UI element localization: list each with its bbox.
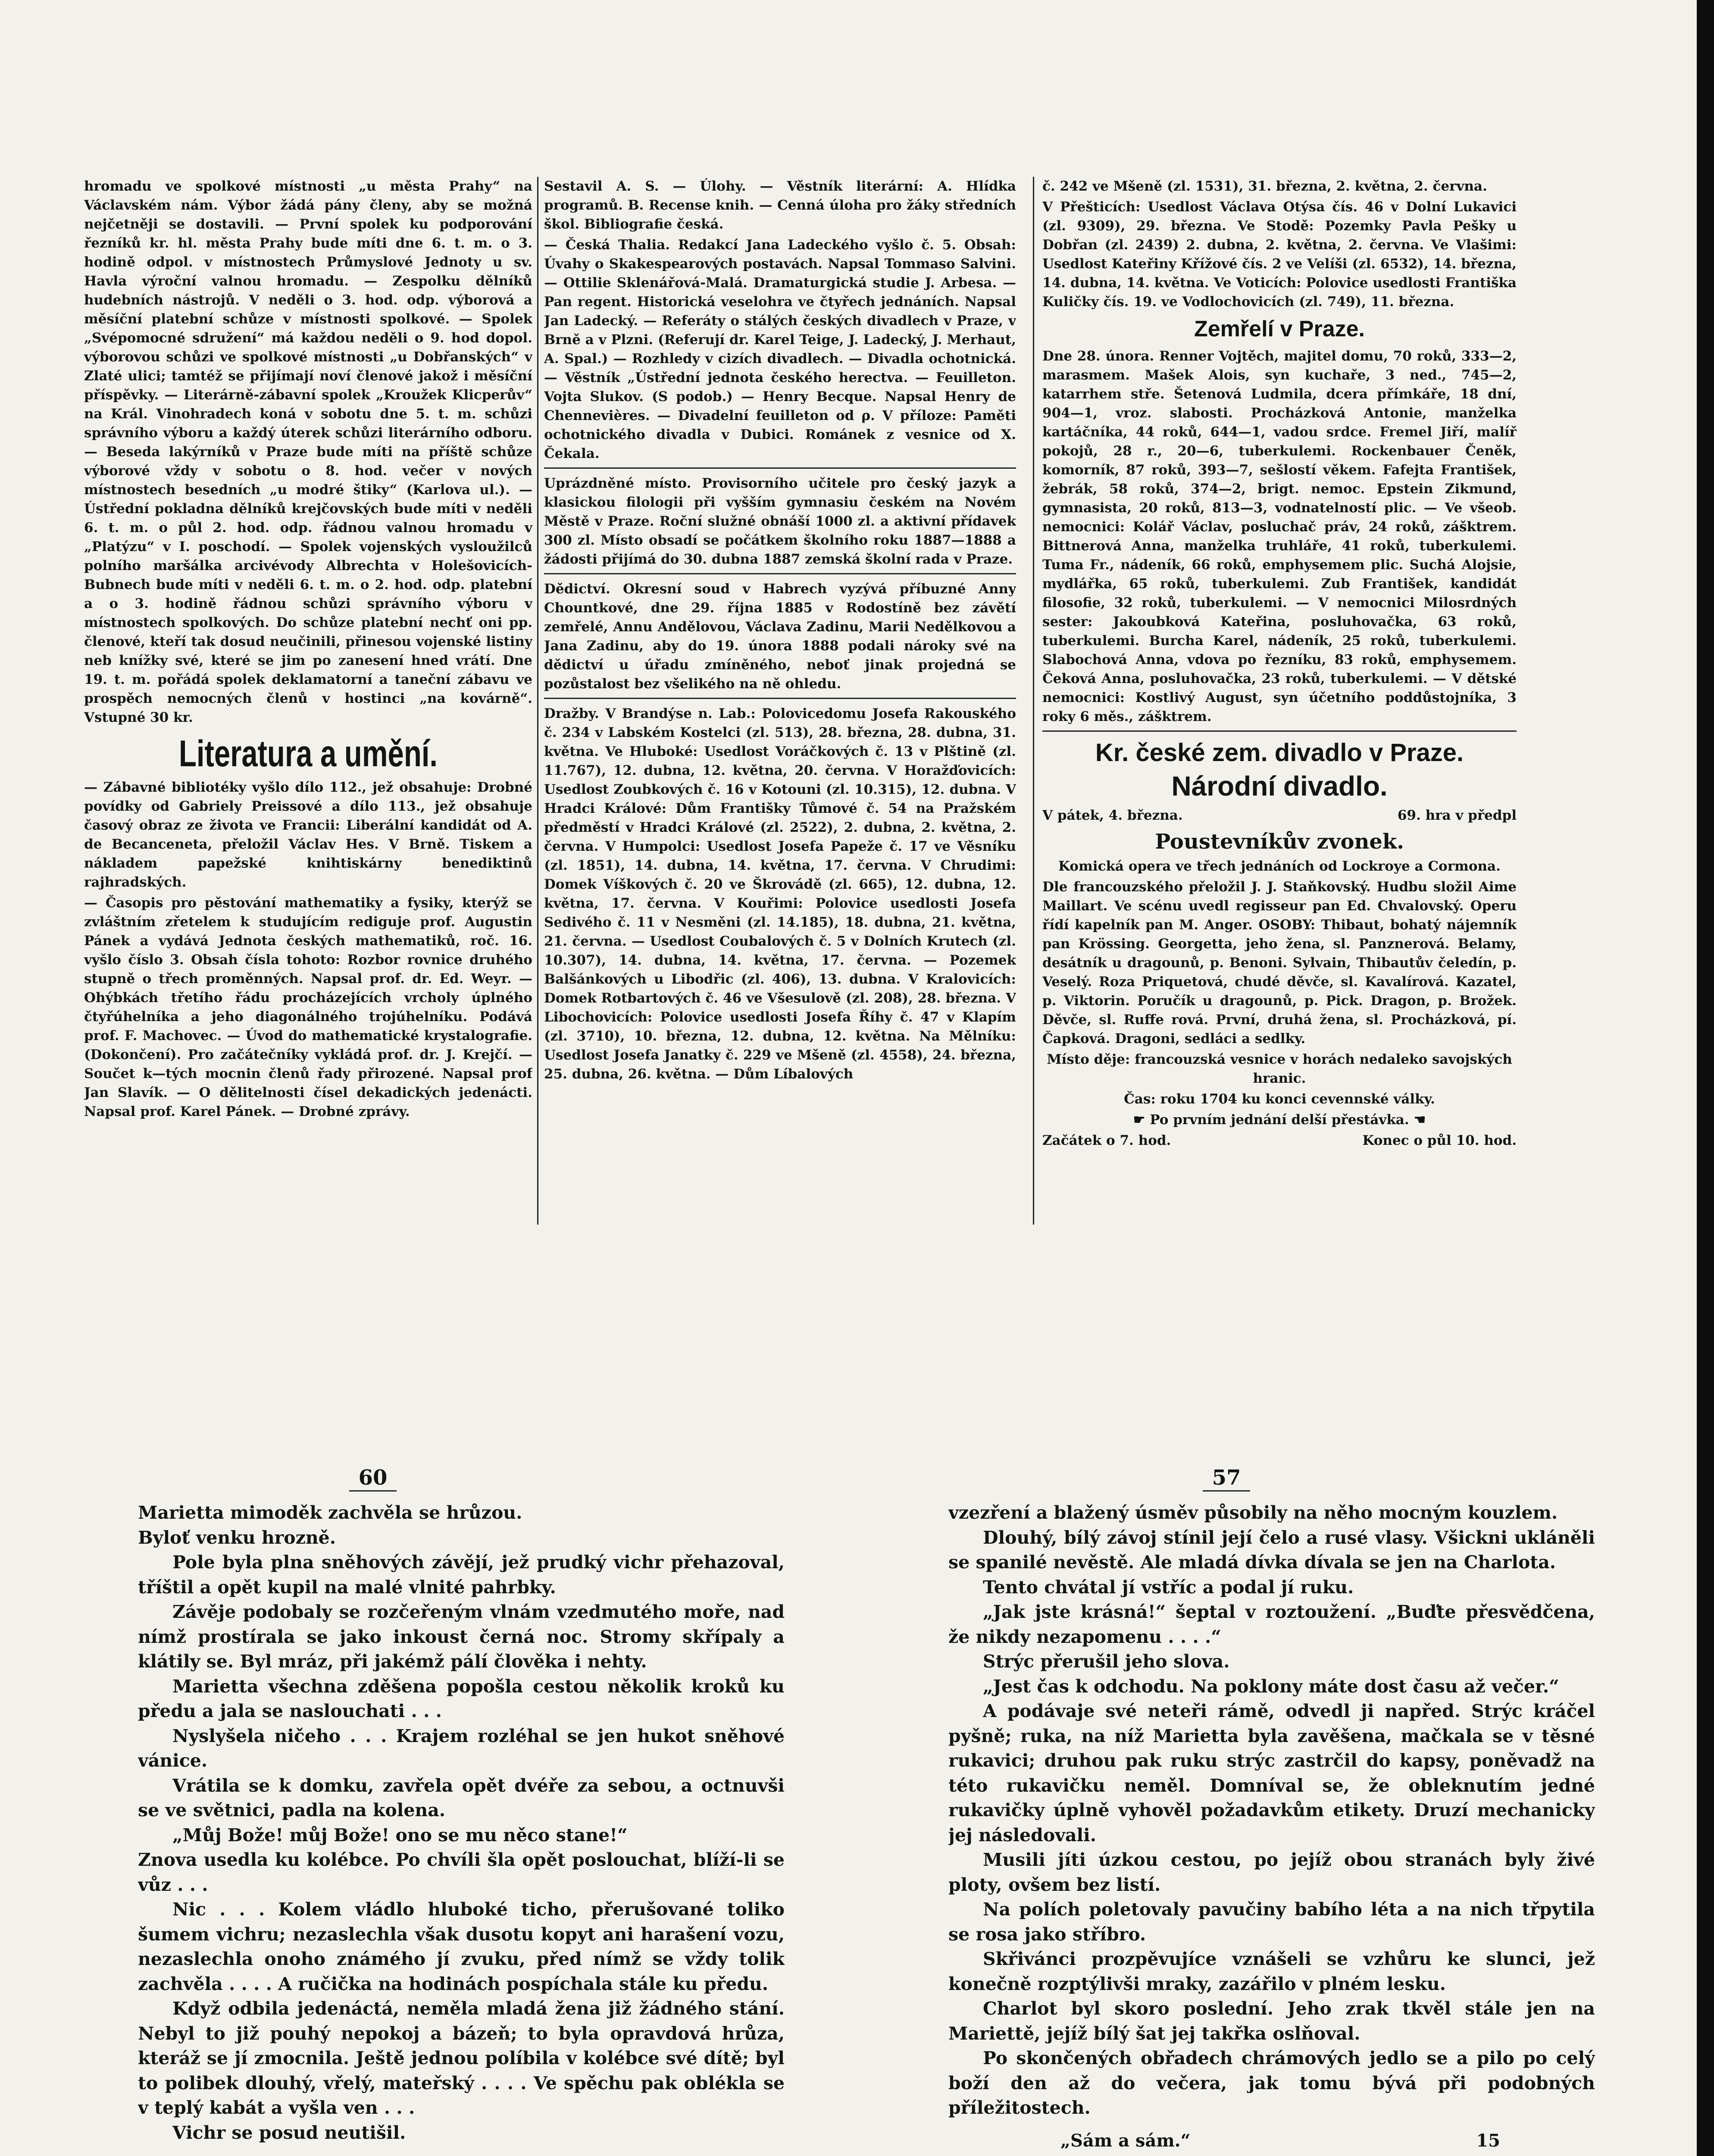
story-paragraph: Znova usedla ku kolébce. Po chvíli šla opět poslouchat, blíží-li se vůz . . .: [138, 1849, 785, 1895]
thalia-contents: — Česká Thalia. Redakcí Jana Ladeckého vyšlo č. 5. Obsah: Úvahy o Skakespearových postavách. Napsal Tommaso Salvini. — Ottilie Sklenářová-Malá. Dramaturgická studie J. Arbesa. — Pan regent. Historická veselohra ve čtyřech jednáních. Napsal Jan Ladecký. — Referáty o stálých českých divadlech v Praze, v Brně a v Plzni. (Referují dr. Karel Teige, J. Ladecký, J. Merhaut, A. Spal.) — Rozhledy v cizích divadlech. — Divadla ochotnická. — Věstník „Ústřední jednota českého herectva. — Feuilleton. Vojta Slukov. (S podob.) — Henry Becque. Napsal Henry de Chennevières. — Divadelní feuilleton od ρ. V příloze: Paměti ochotnického divadla v Dubici. Románek z vesnice od X. Čekala.: [544, 237, 1016, 461]
story-paragraph: Musili jíti úzkou cestou, po jejíž obou stranách byly živé ploty, ovšem bez listí.: [948, 1849, 1595, 1895]
section-rule: [544, 467, 1016, 469]
theatre-title: Kr. české zem. divadlo v Praze.: [1095, 739, 1464, 767]
story-paragraph: Charlot byl skoro poslední. Jeho zrak tkvěl stále jen na Mariettě, jejíž bílý šat jej takřka oslňoval.: [948, 1998, 1595, 2044]
deaths-heading: Zemřelí v Praze.: [1194, 317, 1365, 342]
inheritance-notice: Dědictví. Okresní soud v Habrech vyzývá příbuzné Anny Chountkové, dne 29. října 1885 v Rodostíně bez závětí zemřelé, Annu Andělovou, Václava Zadinu, Marii Nedělkovou a Jana Zadinu, aby do 19. února 1888 podali nároky své na dědictví u úřadu zmíněného, neboť jinak projedná se pozůstalost bez všelikého na ně ohledu.: [544, 581, 1016, 692]
deaths-list: Dne 28. února. Renner Vojtěch, majitel domu, 70 roků, 333—2, marasmem. Mašek Alois, syn kuchaře, 3 ned., 745—2, katarrhem stře. Šetenová Ludmila, dcera přímkáře, 18 dní, 904—1, vroz. slabosti. Procházková Antonie, manželka kartáčníka, 44 roků, 644—1, vadou srdce. Fremel Jiří, malíř pokojů, 28 r., 20—6, tuberkulemi. Rockenbauer Čeněk, komorník, 87 roků, 393—7, sešlostí věkem. Fafejta František, žebrák, 58 roků, 374—2, brigt. nemoc. Epstein Zikmund, gymnasista, 20 roků, 813—3, vodnatelností plic. — Ve všeob. nemocnici: Kolář Václav, posluchač práv, 24 roků, zášktrem. Bittnerová Anna, manželka truhláře, 41 roků, tuberkulemi. Tuma Fr., nádeník, 66 roků, emphysemem plic. Suchá Alojsie, mydlářka, 65 roků, tuberkulemi. Zub František, kandidát filosofie, 32 roků, tuberkulemi. — V nemocnici Milosrdných sester: Jakoubková Kateřina, posluhovačka, 63 roků, tuberkulemi. Burcha Karel, nádeník, 25 roků, tuberkulemi. Slabochová Anna, vdova po řezníku, 83 roků, emphysemem. Čeková Anna, posluhovačka, 23 roků, tuberkulemi. — V dětské nemocnici: Kostlivý August, syn účetního poddůstojníka, 3 roky 6 měs., zášktrem.: [1042, 348, 1517, 724]
story-paragraph: Marietta všechna zděšena popošla cestou několik kroků ku předu a jala se naslouchati . . .: [138, 1676, 785, 1721]
section-rule: [544, 698, 1016, 699]
page-number-right: 57: [1203, 1465, 1250, 1492]
story-page-right: [948, 1501, 1595, 2156]
story-paragraph: Byloť venku hrozně.: [138, 1527, 336, 1548]
story-paragraph: Po skončených obřadech chrámových jedlo se a pilo po celý boží den až do večera, jak tomu bývá při podobných příležitostech.: [948, 2048, 1595, 2118]
story-paragraph: „Můj Bože! můj Bože! ono se mu něco stane!“: [172, 1824, 628, 1846]
newspaper-column-1: [84, 177, 532, 1229]
column-divider: [1033, 177, 1034, 1225]
play-cast: Dle francouzského přeložil J. J. Staňkovský. Hudbu složil Aime Maillart. Ve scénu uvedl regisseur pan Ed. Chvalovský. Operu řídí kapelník pan M. Anger. OSOBY: Thibaut, bohatý nájemník pan Krössing. Georgetta, jeho žena, sl. Panznerová. Belamy, desátník u dragounů, p. Benoni. Sylvain, Thibautův čeledín, p. Veselý. Roza Priquetová, chudé děvče, sl. Kavalírová. Kazatel, p. Viktorin. Poručík u dragounů, p. Pick. Dragon, p. Brožek. Děvče, sl. Ruffe rová. První, druhá žena, sl. Procházková, pí. Čapková. Dragoni, sedláci a sedlky.: [1042, 879, 1517, 1047]
page-edge: [1697, 0, 1714, 2156]
newspaper-column-3: [1042, 177, 1517, 1229]
theatre-subtitle: Národní divadlo.: [1171, 771, 1388, 802]
page-number-left: 60: [349, 1465, 397, 1492]
story-paragraph: Strýc přerušil jeho slova.: [983, 1651, 1230, 1672]
column-divider: [537, 177, 538, 1225]
performance-date-row: [1042, 806, 1517, 825]
section-rule: [1042, 730, 1517, 732]
story-paragraph: A podávaje své neteři rámě, odvedl ji napřed. Strýc kráčel pyšně; ruka, na níž Marietta byla zavěšena, mačkala se v těsné rukavici; druhou pak ruku strýc zastrčil do kapsy, poněvadž na této rukavičku neměl. Domníval se, že obleknutím jedné rukavičky úplně vyhověl požadavkům etikety. Druzí mechanicky jej následovali.: [948, 1701, 1595, 1846]
literature-item: — Časopis pro pěstování mathematiky a fysiky, kterýž se zvláštním zřetelem k studujícím rediguje prof. Augustin Pánek a vydává Jednota českých mathematiků, roč. 16. vyšlo číslo 3. Obsah čísla tohoto: Rozbor rovnice druhého stupně o třech proměnných. Napsal prof. dr. Ed. Weyr. — Ohýbkách třetího řádu procházejících vrcholy úplného čtyřúhelníka a jeho diagonálného trojúhelníku. Podává prof. F. Machovec. — Úvod do mathematické krystalografie. (Dokončení). Pro začátečníky vykládá prof. dr. J. Krejčí. — Součet k—tých mocnin členů řady přirozené. Napsal prof Jan Slavík. — O dělitelnosti čísel dekadických jedenácti. Napsal prof. Karel Pánek. — Drobné zprávy.: [84, 895, 532, 1119]
auctions-notice: Dražby. V Brandýse n. Lab.: Polovicedomu Josefa Rakouského č. 234 v Labském Kostelci (zl. 513), 28. března, 28. dubna, 31. května. Ve Hluboké: Usedlost Voráčkových č. 13 v Plštině (zl. 11.767), 12. dubna, 12. května, 20. června. V Horažďovicích: Usedlost Zoubkových č. 16 v Kotouni (zl. 10.315), 12. dubna. V Hradci Králové: Dům Františky Tůmové č. 54 na Pražském předměstí v Hradci Králové (zl. 2522), 2. dubna, 2. května, 2. června. V Humpolci: Usedlost Josefa Papeže č. 17 ve Věsníku (zl. 1851), 14. dubna, 14. května, 17. června. V Chrudimi: Domek Víškových č. 20 ve Škrovádě (zl. 665), 12. dubna, 12. května, 17. června. V Kouřimi: Polovice usedlosti Josefa Sedivého č. 11 v Nesměni (zl. 14.185), 18. dubna, 21. května, 21. června. — Usedlost Coubalových č. 5 v Dolních Krutech (zl. 10.307), 14. dubna, 14. května, 17. června. — Pozemek Balšánkových u Libodřic (zl. 406), 13. dubna. V Kralovicích: Domek Rotbartových č. 46 ve Všesulově (zl. 208), 28. března. V Libochovicích: Polovice usedlosti Josefa Říhy č. 47 v Klapím (zl. 3710), 10. března, 12. dubna, 12. května. Na Mělníku: Usedlost Josefa Janatky č. 229 ve Mšeně (zl. 4558), 24. března, 25. dubna, 26. května. — Dům Líbalových: [544, 706, 1016, 1082]
story-paragraph: Dlouhý, bílý závoj stínil její čelo a rusé vlasy. Všickni ukláněli se spanilé nevěstě. Ale mladá dívka dívala se jen na Charlota.: [948, 1527, 1595, 1573]
story-paragraph: Nyslyšela ničeho . . . Krajem rozléhal se jen hukot sněhové vánice.: [138, 1725, 785, 1771]
story-paragraph: Vrátila se k domku, zavřela opět dvéře za sebou, a octnuvši se ve světnici, padla na kolena.: [138, 1775, 785, 1821]
subscription-number: 69. hra v předpl: [1397, 808, 1517, 823]
story-paragraph: Skřivánci prozpěvujíce vznášeli se vzhůru ke slunci, jež konečně rozptýlivši mraky, zazářilo v plném lesku.: [948, 1949, 1595, 1994]
journal-contents: Sestavil A. S. — Úlohy. — Věstník literární: A. Hlídka programů. B. Recense knih. — Cenná úloha pro žáky středních škol. Bibliografie česká.: [544, 179, 1016, 232]
footer-signature-number: 15: [1476, 2130, 1500, 2151]
story-paragraph: Tento chvátal jí vstříc a podal jí ruku.: [983, 1576, 1354, 1598]
end-time: Konec o půl 10. hod.: [1362, 1133, 1517, 1148]
story-paragraph: Nic . . . Kolem vládlo hluboké ticho, přerušované toliko šumem vichru; nezaslechla však dusotu kopyt ani harašení vozu, nezaslechla onoho známého jí zvuku, před nímž se vždy tolik zachvěla . . . . A ručička na hodinách pospíchala stále ku předu.: [138, 1899, 785, 1994]
intermission-note: ☛ Po prvním jednání delší přestávka. ☚: [1133, 1112, 1426, 1128]
vacancy-notice: Uprázdněné místo. Provisorního učitele pro český jazyk a klasickou filologii při vyšším gymnasiu českém na Novém Městě v Praze. Roční služné obnáší 1000 zl. a aktivní přídavek 300 zl. Místo obsadí se počátkem školního roku 1887—1888 a žádosti přijímá do 30. dubna 1887 zemská školní rada v Praze.: [544, 476, 1016, 567]
story-paragraph: Marietta mimoděk zachvěla se hrůzou.: [138, 1502, 522, 1523]
story-paragraph: vzezření a blažený úsměv působily na něho mocným kouzlem.: [948, 1502, 1558, 1523]
auctions-continued: č. 242 ve Mšeně (zl. 1531), 31. března, 2. května, 2. června.: [1042, 179, 1487, 194]
story-paragraph: Na polích poletovaly pavučiny babího léta a na nich třpytila se rosa jako stříbro.: [948, 1899, 1595, 1945]
play-genre: Komická opera ve třech jednáních od Lockroye a Cormona.: [1058, 859, 1501, 874]
play-time: Čas: roku 1704 ku konci cevennské války.: [1124, 1091, 1435, 1107]
footer-title: „Sám a sám.“: [1060, 2130, 1191, 2151]
performance-times: [1042, 1131, 1517, 1150]
newspaper-column-2: [544, 177, 1016, 1229]
performance-date: V pátek, 4. března.: [1042, 808, 1183, 823]
section-rule: [544, 573, 1016, 574]
start-time: Začátek o 7. hod.: [1042, 1133, 1171, 1148]
story-paragraph: „Jest čas k odchodu. Na poklony máte dost času až večer.“: [983, 1676, 1559, 1697]
story-page-left: [138, 1501, 785, 2156]
story-paragraph: Když odbila jedenáctá, neměla mladá žena již žádného stání. Nebyl to již pouhý nepokoj a bázeň; to byla opravdová hrůza, kteráž se jí zmocnila. Ještě jednou políbila v kolébce své dítě; byl to polibek dlouhý, vřelý, mateřský . . . . Ve spěchu pak oblékla se v teplý kabát a vyšla ven . . .: [138, 1998, 785, 2118]
story-paragraph: Pole byla plna sněhových závějí, jež prudký vichr přehazoval, tříštil a opět kupil na malé vlnité pahrbky.: [138, 1552, 785, 1598]
story-paragraph: Závěje podobaly se rozčeřeným vlnám vzedmutého moře, nad nímž prostírala se jako inkoust černá noc. Stromy skřípaly a klátily se. Byl mráz, při jakémž pálí člověka i nehty.: [138, 1601, 785, 1672]
story-paragraph: „Jak jste krásná!“ šeptal v roztoužení. „Buďte přesvědčena, že nikdy nezapomenu . . . .“: [948, 1601, 1595, 1647]
play-setting: Místo děje: francouzská vesnice v horách nedaleko savojských hranic.: [1047, 1052, 1512, 1086]
society-notices: hromadu ve spolkové místnosti „u města Prahy“ na Václavském nám. Výbor žádá pány členy, aby se možná nejčetněji se dostavili. — První spolek ku podporování řezníků kr. hl. města Prahy bude míti dne 6. t. m. o 3. hodině odpol. v místnostech Průmyslové Jednoty u sv. Havla výroční valnou hromadu. — Zespolku dělníků hudebních nástrojů. V neděli o 3. hod. odp. výborová a měsíční platební schůze v místnosti spolkové. — Spolek „Svépomocné sdružení“ má každou neděli o 9. hod dopol. výborovou schůzi ve spolkové místnosti „u Dobřanských“ v Zlaté ulici; tamtéž se přijímají noví členové jakož i měsíční příspěvky. — Literárně-zábavní spolek „Kroužek Klicperův“ na Král. Vinohradech koná v sobotu dne 5. t. m. schůzi správního výboru a každý úterek schůzi literárního odboru. — Beseda lakýrníků v Praze bude míti na příště schůze výborové vždy v sobotu o 8. hod. večer v nových místnostech besedních „u modré štiky“ (Karlova ul.). — Ústřední pokladna dělníků krejčovských bude míti v neděli 6. t. m. o půl 2. hod. odp. řádnou valnou hromadu v „Platýzu“ v I. poschodí. — Spolek vojenských vysloužilců polního maršálka arcivévody Albrechta v Holešovicích-Bubnech bude míti v neděli 6. t. m. o 2. hod. odp. platební a o 3. hodině řádnou schůzi správního výboru v místnostech spolkových. Do schůze platební nechť oni pp. členové, kteří tak dosud neučinili, přinesou vojenské listiny neb knížky své, které se jim po zanesení hned vrátí. Dne 19. t. m. pořádá spolek deklamatorní a taneční zábavu ve prospěch nemocných členů v hostinci „na kovárně“. Vstupné 30 kr.: [84, 179, 532, 725]
literature-heading: Literatura a umění.: [178, 733, 438, 774]
story-paragraph: Vichr se posud neutišil.: [172, 2122, 406, 2143]
play-title: Poustevníkův zvonek.: [1155, 830, 1404, 854]
page-footer: [948, 2128, 1595, 2153]
auctions-continued: V Přešticích: Usedlost Václava Otýsa čís. 46 v Dolní Lukavici (zl. 9309), 29. března. Ve Stodě: Pozemky Pavla Pešky u Dobřan (zl. 2439) 2. dubna, 2. května, 2. června. Ve Vlašimi: Usedlost Kateřiny Křížové čís. 2 ve Velíši (zl. 6532), 14. března, 14. dubna, 14. května. Ve Voticích: Polovice usedlosti Františka Kuličky čís. 19. ve Vodlochovicích (zl. 749), 11. března.: [1042, 199, 1517, 310]
literature-item: — Zábavné bibliotéky vyšlo dílo 112., jež obsahuje: Drobné povídky od Gabriely Preissové a dílo 113., jež obsahuje časový obraz ze života ve Francii: Liberální kandidát od A. de Becanceneta, přeložil Václav Hes. V Brně. Tiskem a nákladem papežské knihtiskárny benediktinů rajhradských.: [84, 780, 532, 890]
